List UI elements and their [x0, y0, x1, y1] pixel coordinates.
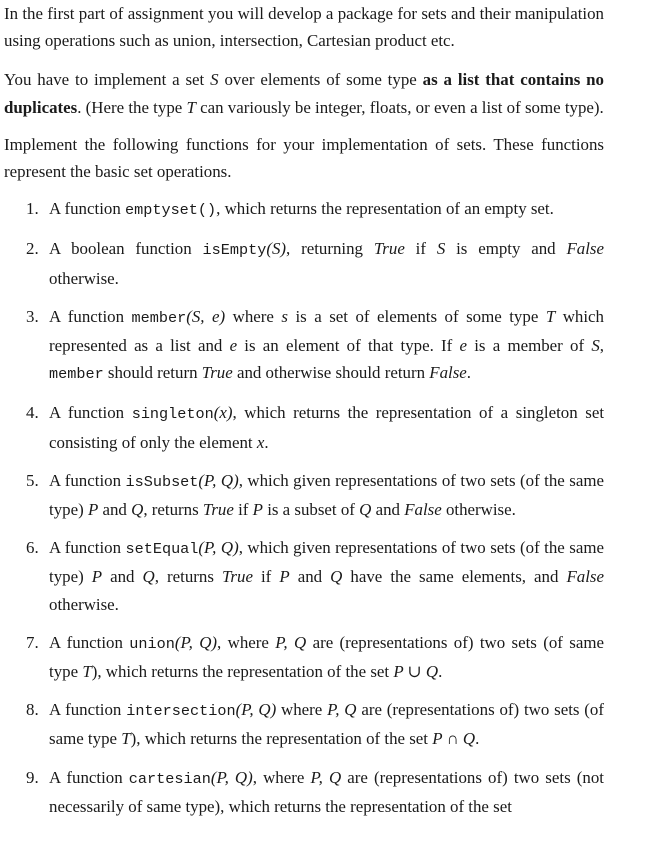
code-name: cartesian: [128, 769, 211, 788]
list-number: 5.: [26, 470, 39, 490]
list-item-emptyset: 1. A function emptyset(), which returns the representation of an empty set.: [4, 195, 604, 224]
instructions-text: Implement the following functions for your implementation of sets. These functions represent the basic set operations.: [4, 134, 604, 182]
code-name: member: [49, 365, 104, 384]
list-item-member: 3. A function member(S, e) where s is a set of elements of some type T which represented as a list and e is an element of that type. If e is a member of S, member should return True and otherwise should return False.: [4, 303, 604, 389]
instructions-paragraph: [4, 131, 604, 185]
list-number: 4.: [26, 403, 39, 423]
intro-text: In the first part of assignment you will develop a package for sets and their manipulation using operations such as union, intersection, Cartesian product etc.: [4, 4, 604, 51]
math-symbol: S: [210, 70, 219, 90]
list-number: 8.: [26, 700, 39, 720]
list-item-issubset: 5. A function isSubset(P, Q), which given representations of two sets (of the same type) P and Q, returns True if P is a subset of Q and False otherwise.: [4, 467, 604, 523]
list-number: 2.: [26, 239, 39, 259]
text-run: . (Here the type: [77, 97, 187, 117]
list-number: 9.: [26, 767, 39, 787]
code-name: intersection: [126, 702, 236, 721]
list-item-isempty: 2. A boolean function isEmpty(S), returning True if S is empty and False otherwise.: [4, 235, 604, 291]
code-name: singleton: [131, 405, 214, 424]
bold-phrase: as a list that contains no duplicates: [4, 70, 604, 117]
intro-paragraph: [4, 0, 604, 54]
list-item-union: 7. A function union(P, Q), where P, Q are (representations of) two sets (of same type T), which returns the representation of the set P ∪ Q.: [4, 629, 604, 685]
set-definition-paragraph: [4, 66, 604, 120]
list-number: 3.: [26, 306, 39, 326]
text-run: over elements of some type: [218, 70, 423, 90]
document-page: [4, 0, 604, 820]
list-number: 1.: [26, 199, 39, 219]
list-item-singleton: 4. A function singleton(x), which returns the representation of a singleton set consisting of only the element x.: [4, 399, 604, 455]
code-name: isSubset: [125, 472, 199, 491]
text-run: You have to implement a set: [4, 70, 211, 90]
function-list: [4, 195, 604, 820]
list-item-intersection: 8. A function intersection(P, Q) where P, Q are (representations of) two sets (of same type T), which returns the representation of the set P ∩ Q.: [4, 696, 604, 752]
math-symbol: T: [186, 97, 196, 117]
code-name: union: [129, 634, 175, 653]
list-number: 6.: [26, 538, 39, 558]
code-name: member: [131, 308, 187, 327]
code-name: isEmpty: [202, 241, 267, 260]
text-run: can variously be integer, floats, or even a list of some type).: [195, 97, 604, 117]
list-item-setequal: 6. A function setEqual(P, Q), which given representations of two sets (of the same type) P and Q, returns True if P and Q have the same elements, and False otherwise.: [4, 534, 604, 618]
list-number: 7.: [26, 632, 39, 652]
code-name: emptyset(): [125, 201, 217, 220]
code-name: setEqual: [125, 540, 199, 559]
list-item-cartesian: 9. A function cartesian(P, Q), where P, Q are (representations of) two sets (not necessarily of same type), which returns the representation of the set: [4, 764, 604, 820]
